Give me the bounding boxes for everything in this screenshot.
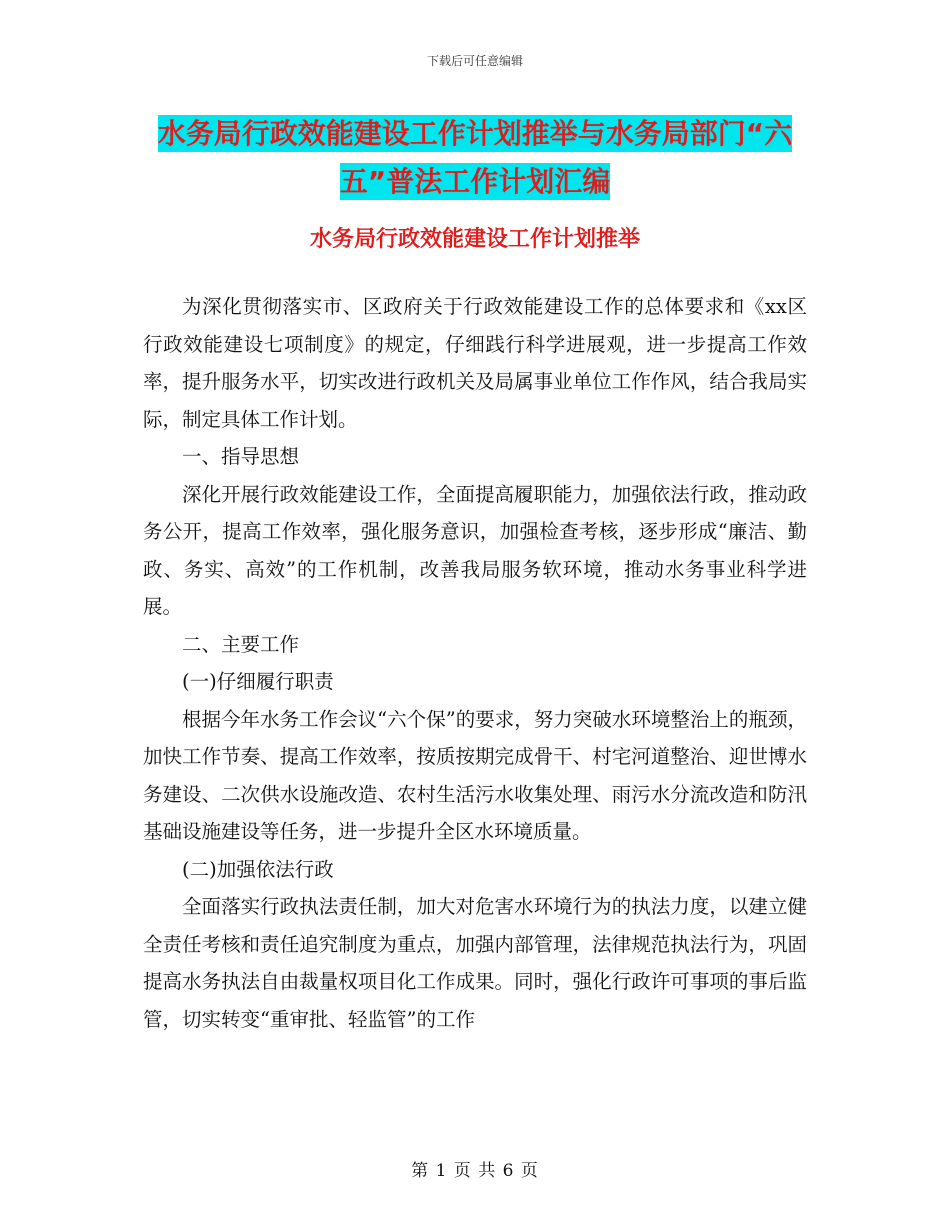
heading-main-work: 二、主要工作 (182, 632, 300, 656)
section-title: 水务局行政效能建设工作计划推举 (309, 227, 640, 252)
subheading-fulfill-duties: (一)仔细履行职责 (182, 670, 334, 693)
paragraph-law-administration: 全面落实行政执法责任制，加大对危害水环境行为的执法力度，以建立健全责任考核和责任追究制度为重点，加强内部管理，法律规范执法行为，巩固提高水务执法自由裁量权项目化工作成果。同时，强化行政许可事项的事后监管，切实转变“重审批、轻监管”的工作 (143, 895, 807, 1031)
paragraph-guiding-ideology: 深化开展行政效能建设工作，全面提高履职能力，加强依法行政，推动政务公开，提高工作效率，强化服务意识，加强检查考核，逐步形成“廉洁、勤政、务实、高效”的工作机制，改善我局服务软环境，推动水务事业科学进展。 (143, 482, 807, 618)
document-title (140, 110, 810, 206)
document-title-line-1: 水务局行政效能建设工作计划推举与水务局部门“六 (157, 117, 793, 150)
paragraph-intro: 为深化贯彻落实市、区政府关于行政效能建设工作的总体要求和《xx区行政效能建设七项制度》的规定，仔细践行科学进展观，进一步提高工作效率，提升服务水平，切实改进行政机关及局属事业单位工作作风，结合我局实际，制定具体工作计划。 (143, 295, 807, 431)
heading-guiding-ideology: 一、指导思想 (182, 445, 300, 468)
paragraph-fulfill-duties: 根据今年水务工作会议“六个保”的要求，努力突破水环境整治上的瓶颈，加快工作节奏、提高工作效率，按质按期完成骨干、村宅河道整治、迎世博水务建设、二次供水设施改造、农村生活污水收集处理、雨污水分流改造和防汛基础设施建设等任务，进一步提升全区水环境质量。 (143, 707, 807, 843)
document-body (143, 288, 807, 1038)
page-header-note: 下载后可任意编辑 (426, 54, 523, 68)
subheading-law-administration: (二)加强依法行政 (182, 857, 334, 881)
page-number-footer: 第 1 页 共 6 页 (411, 1161, 539, 1181)
document-title-line-2: 五”普法工作计划汇编 (339, 165, 611, 198)
